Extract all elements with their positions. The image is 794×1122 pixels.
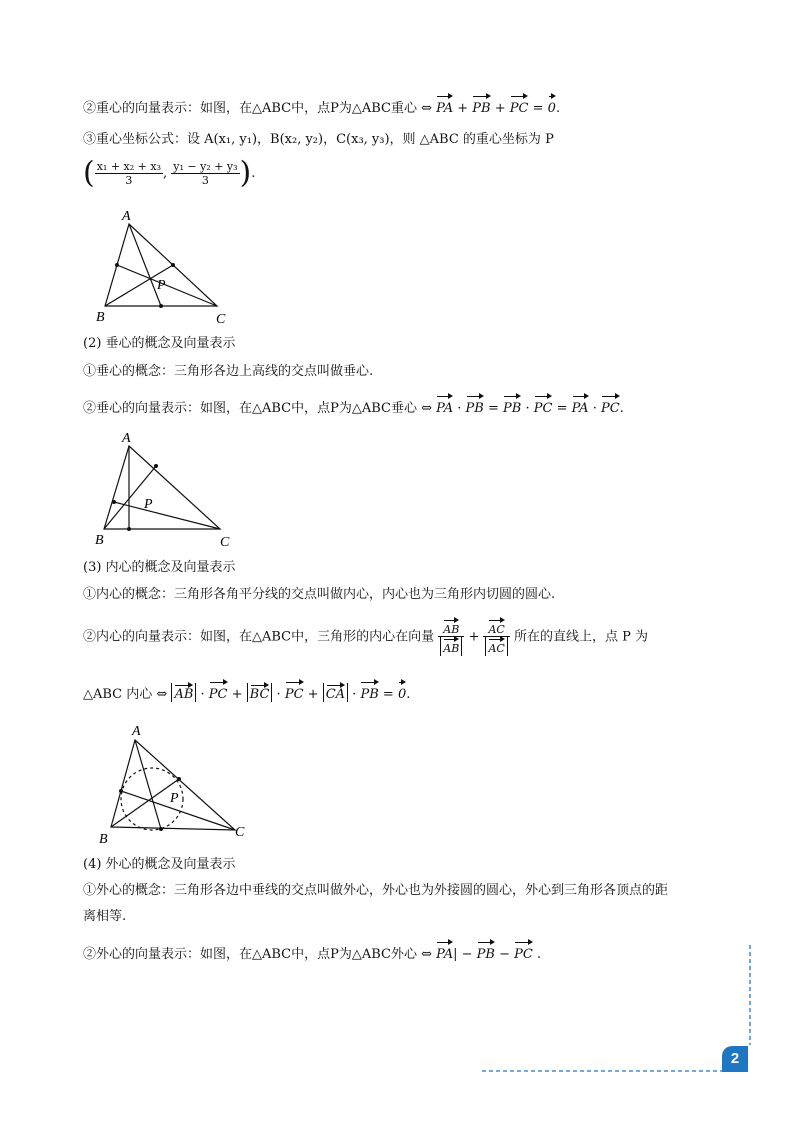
centroid-figure bbox=[92, 204, 242, 324]
circumcenter-vector-line: ②外心的向量表示：如图，在△ABC中，点P为△ABC外心 ⇔ PA| − PB − PC . bbox=[83, 940, 541, 965]
vertex-a-label: A bbox=[122, 209, 131, 224]
incenter-vector-formula: △ABC 内心 ⇔ AB · PC + BC · PC + CA · PB = 0. bbox=[83, 680, 410, 705]
circumcenter-vector-label: ②外心的向量表示：如图，在△ABC中，点P为△ABC外心 ⇔ bbox=[83, 947, 433, 962]
point-p-label: P bbox=[157, 278, 166, 293]
circumcenter-concept-2: 离相等. bbox=[83, 909, 127, 924]
vertex-a-label: A bbox=[122, 431, 131, 446]
vertex-c-label: C bbox=[220, 535, 230, 550]
centroid-coordinate-label: ③重心坐标公式：设 A(x₁, y₁)，B(x₂, y₂)，C(x₃, y₃)，则 △ABC 的重心坐标为 P bbox=[83, 132, 554, 147]
circumcenter-concept-1: ①外心的概念：三角形各边中垂线的交点叫做外心，外心也为外接圆的圆心，外心到三角形各顶点的距 bbox=[83, 883, 669, 898]
vertex-b-label: B bbox=[96, 310, 105, 324]
incenter-figure bbox=[92, 720, 257, 848]
orthocenter-section: (2) 垂心的概念及向量表示 bbox=[83, 336, 236, 351]
orthocenter-vector-label: ②垂心的向量表示：如图，在△ABC中，点P为△ABC垂心 ⇔ bbox=[83, 401, 433, 416]
vertex-a-label: A bbox=[132, 724, 141, 739]
orthocenter-concept: ①垂心的概念：三角形各边上高线的交点叫做垂心. bbox=[83, 364, 374, 379]
centroid-vector-line: ②重心的向量表示：如图，在△ABC中，点P为△ABC重心 ⇔ PA + PB + PC = 0. bbox=[83, 94, 560, 119]
vertex-b-label: B bbox=[99, 832, 108, 847]
centroid-coordinate-line bbox=[83, 130, 554, 150]
vertex-c-label: C bbox=[216, 312, 226, 324]
incenter-vector-label-a: ②内心的向量表示：如图，在△ABC中，三角形的内心在向量 bbox=[83, 629, 435, 645]
incenter-concept: ①内心的概念：三角形各角平分线的交点叫做内心，内心也为三角形内切圆的圆心. bbox=[83, 587, 556, 602]
incenter-section: (3) 内心的概念及向量表示 bbox=[83, 560, 236, 575]
orthocenter-vector-line: ②垂心的向量表示：如图，在△ABC中，点P为△ABC垂心 ⇔ PA · PB = PB · PC = PA · PC. bbox=[83, 394, 624, 419]
point-p-label: P bbox=[170, 791, 179, 806]
page-corner-decoration bbox=[480, 945, 755, 1075]
circumcenter-section: (4) 外心的概念及向量表示 bbox=[83, 857, 236, 872]
incenter-vector-label-c: △ABC 内心 ⇔ bbox=[83, 687, 168, 702]
incenter-vector-label-b: 所在的直线上，点 P 为 bbox=[514, 629, 649, 645]
vertex-b-label: B bbox=[95, 533, 104, 548]
centroid-formula: ( $\frac{\text{x₁ + x₂ + x₃}}{3}$ , $\frac{\text{y₁ − y₂ + y₃}}{3}$ ). bbox=[83, 155, 256, 191]
centroid-vector-label: ②重心的向量表示：如图，在△ABC中，点P为△ABC重心 ⇔ bbox=[83, 101, 433, 116]
vertex-c-label: C bbox=[235, 825, 245, 840]
point-p-label: P bbox=[144, 497, 153, 512]
page-number: 2 bbox=[722, 1046, 748, 1072]
orthocenter-figure bbox=[92, 428, 242, 550]
incenter-vector-line: ②内心的向量表示：如图，在△ABC中，三角形的内心在向量 $\frac{AB}{AB}$ + $\frac{AC}{AC}$ 所在的直线上，点 P 为 bbox=[83, 618, 648, 656]
